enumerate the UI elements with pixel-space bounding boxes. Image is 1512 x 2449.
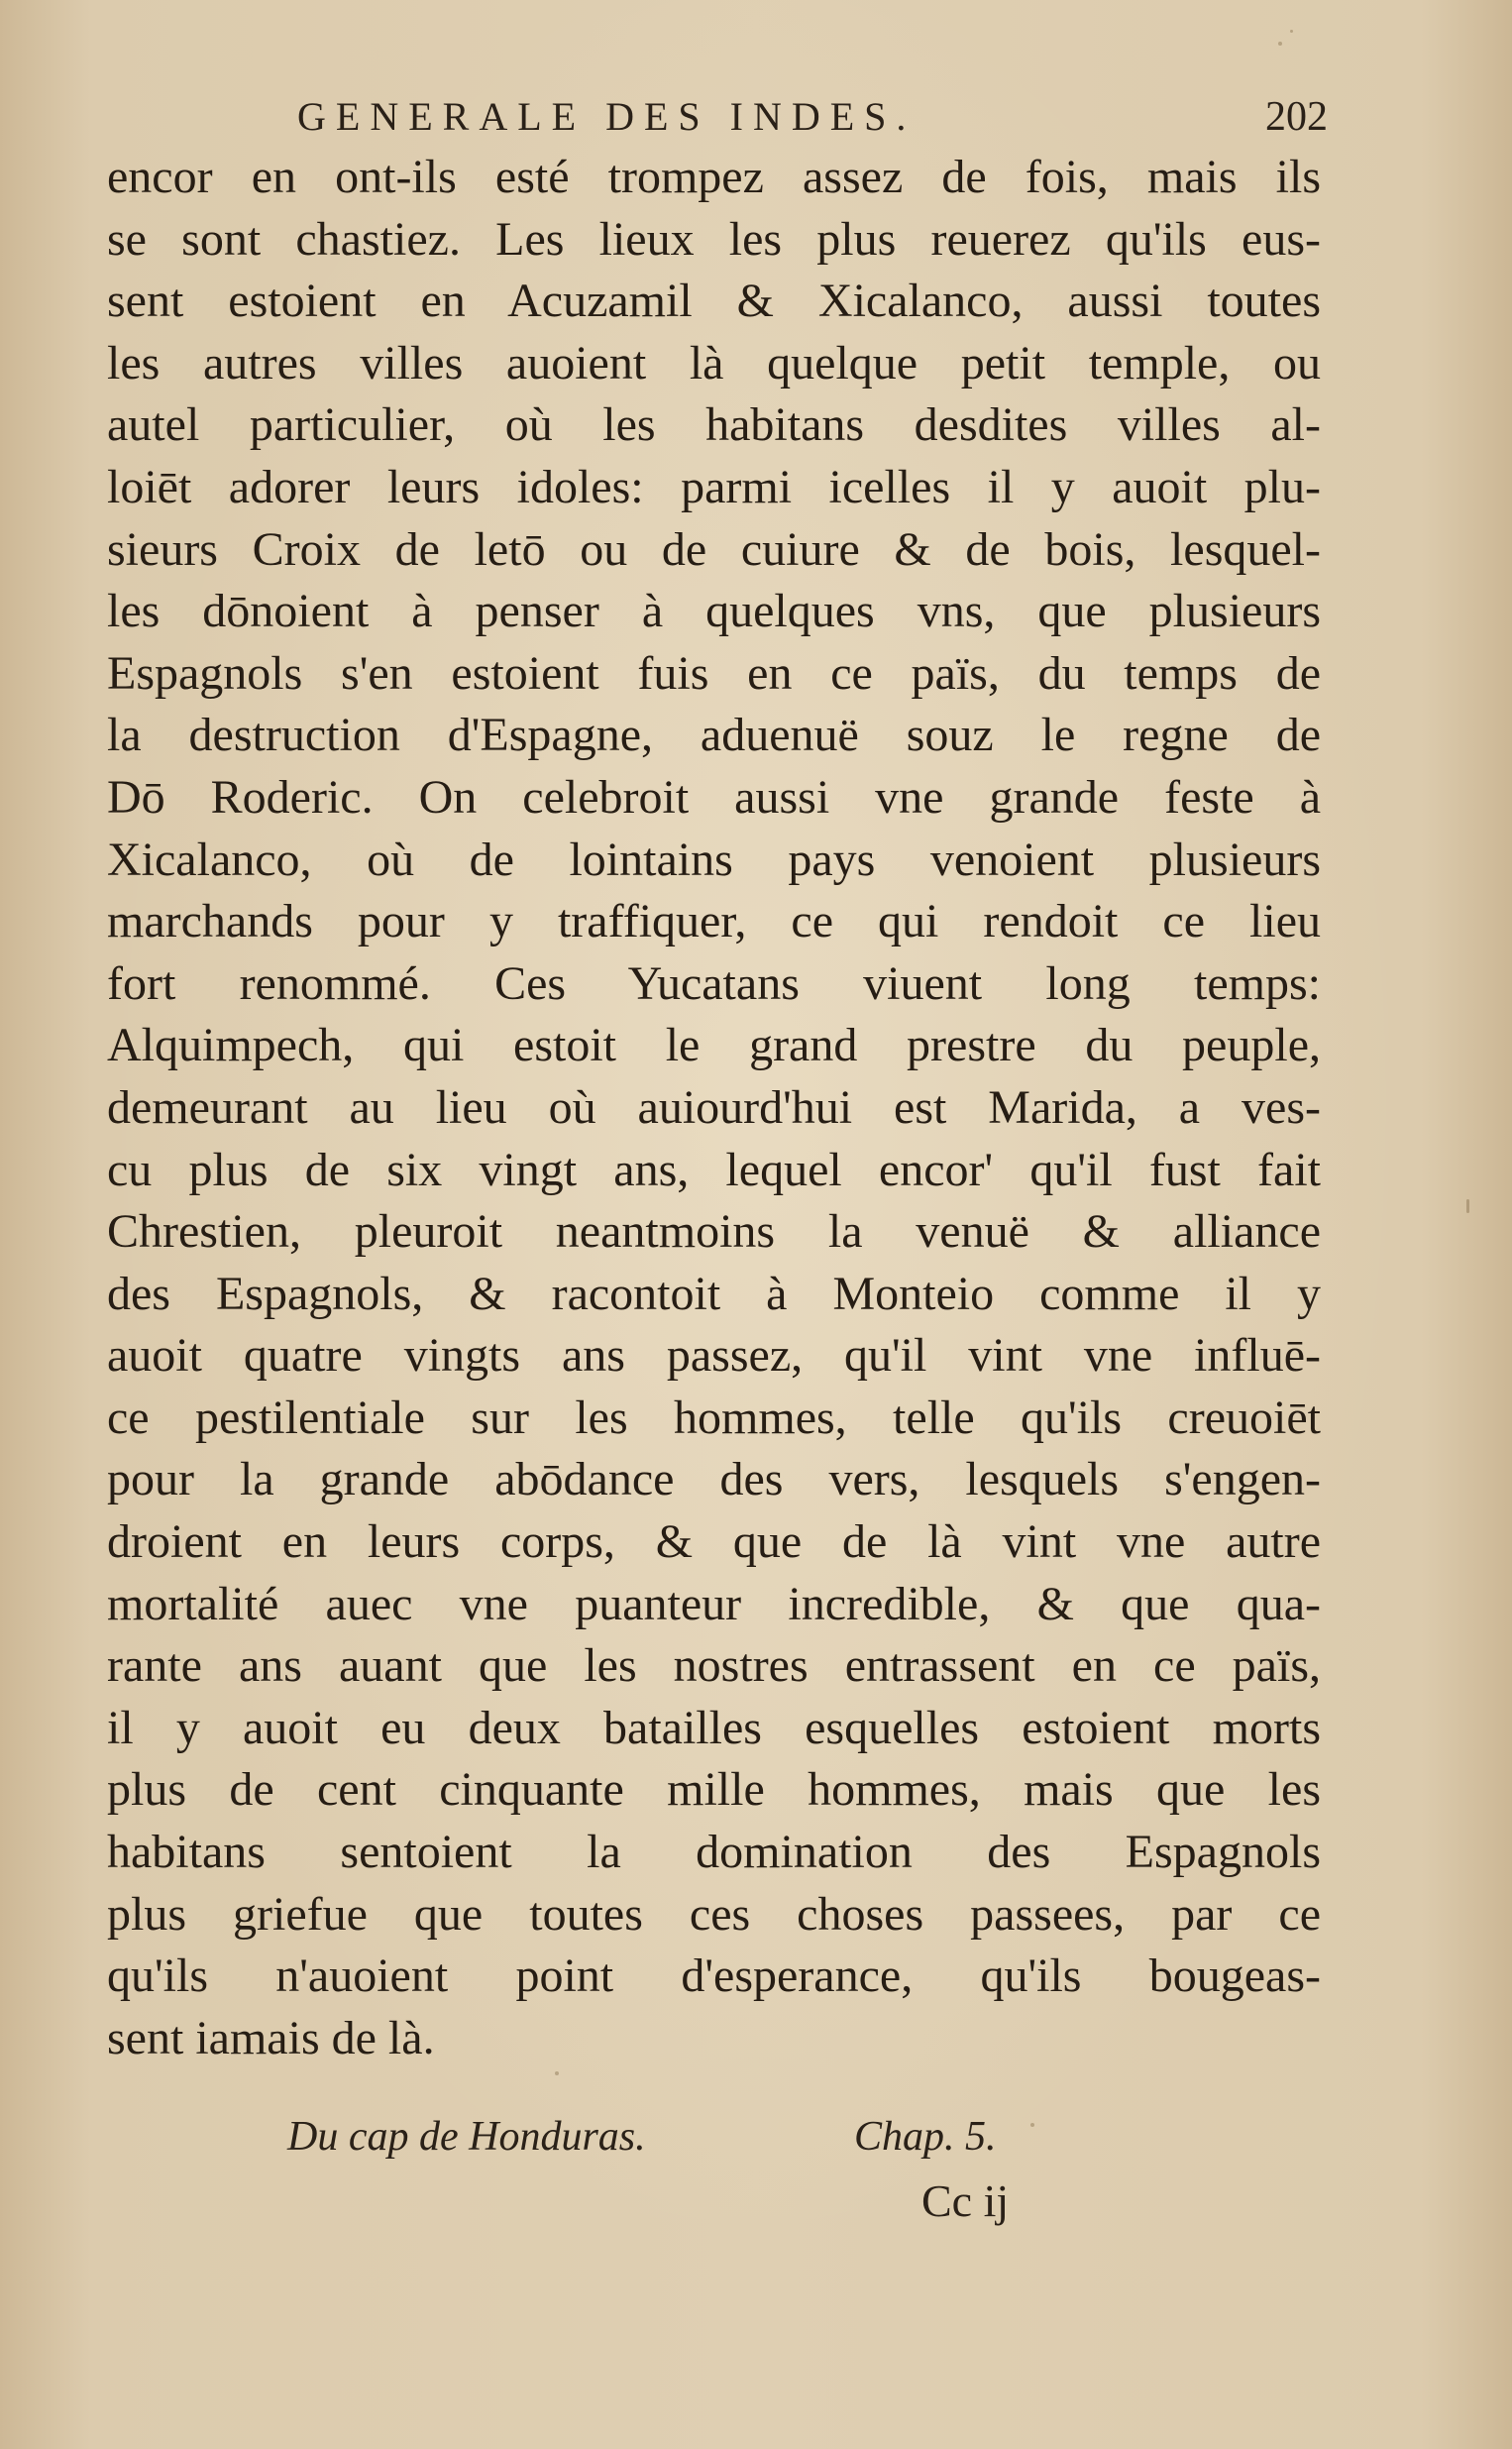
text-line: qu'ils n'auoient point d'esperance, qu'ils bougeas-	[107, 1949, 1321, 2003]
text-line: autel particulier, où les habitans desdites villes al-	[107, 398, 1321, 452]
signature-mark: Cc ij	[921, 2175, 1010, 2226]
text-line: ce pestilentiale sur les hommes, telle qu'ils creuoiēt	[107, 1391, 1321, 1444]
page-header	[297, 87, 1328, 147]
chapter-title: Du cap de Honduras.	[287, 2114, 646, 2160]
body-text	[107, 147, 1321, 2069]
text-line: Xicalanco, où de lointains pays venoient plusieurs	[107, 833, 1321, 886]
text-line: les dōnoient à penser à quelques vns, que plusieurs	[107, 585, 1321, 638]
text-line: demeurant au lieu où auiourd'hui est Marida, a ves-	[107, 1080, 1321, 1134]
text-line: des Espagnols, & racontoit à Monteio comme il y	[107, 1267, 1321, 1320]
text-line: la destruction d'Espagne, aduenuë souz le regne de	[107, 709, 1321, 762]
text-line: mortalité auec vne puanteur incredible, & que qua-	[107, 1577, 1321, 1630]
page-number: 202	[1265, 94, 1328, 140]
text-line: droient en leurs corps, & que de là vint vne autre	[107, 1515, 1321, 1569]
text-line: se sont chastiez. Les lieux les plus reuerez qu'ils eus-	[107, 212, 1321, 266]
running-title: GENERALE DES INDES.	[297, 94, 917, 139]
text-line: plus de cent cinquante mille hommes, mais que les	[107, 1763, 1321, 1817]
text-line: habitans sentoient la domination des Espagnols	[107, 1826, 1321, 1879]
text-line: Dō Roderic. On celebroit aussi vne grande feste à	[107, 770, 1321, 824]
text-line: sent iamais de là.	[107, 2011, 435, 2064]
text-line: Alquimpech, qui estoit le grand prestre du peuple,	[107, 1019, 1321, 1072]
text-line: pour la grande abōdance des vers, lesquels s'engen-	[107, 1453, 1321, 1506]
paper-speck	[555, 2071, 559, 2075]
paper-speck	[1278, 42, 1282, 46]
text-line: marchands pour y traffiquer, ce qui rendoit ce lieu	[107, 895, 1321, 948]
text-line: Chrestien, pleuroit neantmoins la venuë & alliance	[107, 1205, 1321, 1259]
text-line: fort renommé. Ces Yucatans viuent long temps:	[107, 956, 1321, 1010]
text-line: encor en ont-ils esté trompez assez de fois, mais ils	[107, 151, 1321, 203]
text-line: loiēt adorer leurs idoles: parmi icelles il y auoit plu-	[107, 460, 1321, 513]
text-line: il y auoit eu deux batailles esquelles estoient morts	[107, 1701, 1321, 1754]
text-line: sent estoient en Acuzamil & Xicalanco, aussi toutes	[107, 275, 1321, 328]
paper-speck	[1466, 1199, 1469, 1213]
text-line: Espagnols s'en estoient fuis en ce païs, du temps de	[107, 646, 1321, 700]
chapter-number: Chap. 5.	[854, 2114, 997, 2160]
text-line: rante ans auant que les nostres entrassent en ce païs,	[107, 1639, 1321, 1693]
text-line: les autres villes auoient là quelque petit temple, ou	[107, 336, 1321, 390]
text-line: auoit quatre vingts ans passez, qu'il vint vne influē-	[107, 1329, 1321, 1383]
paper-speck	[1290, 30, 1293, 33]
text-line: cu plus de six vingt ans, lequel encor' qu'il fust fait	[107, 1143, 1321, 1196]
text-line: plus griefue que toutes ces choses passees, par ce	[107, 1887, 1321, 1941]
chapter-heading	[287, 2106, 1100, 2168]
text-line: sieurs Croix de letō ou de cuiure & de bois, lesquel-	[107, 522, 1321, 576]
